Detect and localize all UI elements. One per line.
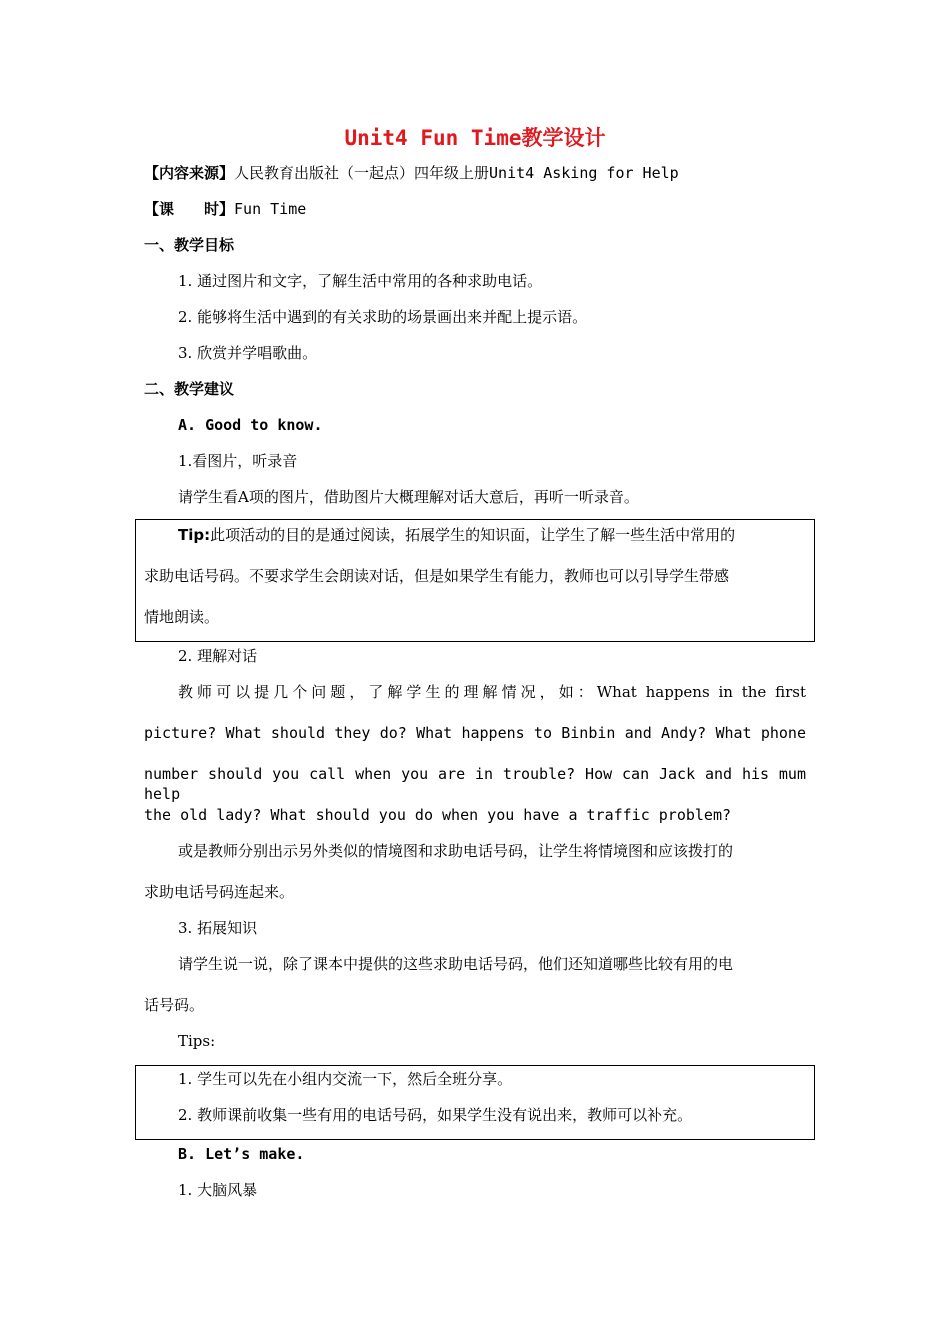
paragraph-line: 请学生说一说，除了课本中提供的这些求助电话号码，他们还知道哪些比较有用的电	[178, 955, 734, 973]
paragraph-line: 或是教师分别出示另外类似的情境图和求助电话号码，让学生将情境图和应该拨打的	[178, 842, 734, 860]
tips-item: 1. 学生可以先在小组内交流一下，然后全班分享。	[178, 1070, 513, 1088]
part-b-heading: B. Let’s make.	[178, 1145, 305, 1163]
tips-label: Tips:	[178, 1032, 216, 1050]
paragraph-line: 求助电话号码连起来。	[144, 883, 295, 901]
class-period-label: 【课 时】	[144, 200, 235, 218]
tip-line	[178, 525, 735, 545]
part-a-heading: A. Good to know.	[178, 416, 323, 434]
objective-item: 1. 通过图片和文字，了解生活中常用的各种求助电话。	[178, 272, 543, 290]
paragraph-line: 教师可以提几个问题，了解学生的理解情况，如：What happens in the first	[178, 683, 806, 701]
content-source-text: 人民教育出版社（一起点）四年级上册Unit4 Asking for Help	[234, 164, 679, 182]
content-source-label: 【内容来源】	[144, 164, 235, 182]
step-title: 1.看图片，听录音	[178, 452, 298, 470]
paragraph-line: picture? What should they do? What happens to Binbin and Andy? What phone	[144, 724, 806, 742]
section-heading-objectives: 一、教学目标	[144, 236, 235, 254]
paragraph-line: 话号码。	[144, 996, 205, 1014]
content-source-line	[144, 163, 679, 183]
tip-line: 情地朗读。	[144, 608, 220, 626]
document-title: Unit4 Fun Time教学设计	[344, 126, 606, 150]
tip-text: 此项活动的目的是通过阅读，拓展学生的知识面，让学生了解一些生活中常用的	[210, 526, 736, 544]
class-period-text: Fun Time	[234, 200, 307, 218]
tip-line: 求助电话号码。不要求学生会朗读对话，但是如果学生有能力，教师也可以引导学生带感	[144, 567, 730, 585]
step-text: 请学生看A项的图片，借助图片大概理解对话大意后，再听一听录音。	[178, 488, 639, 506]
paragraph-line: number should you call when you are in trouble? How can Jack and his mum help	[144, 765, 806, 803]
section-heading-suggestions: 二、教学建议	[144, 380, 235, 398]
paragraph-line: the old lady? What should you do when you have a traffic problem?	[144, 806, 731, 824]
tip-label: Tip:	[178, 526, 211, 544]
step-title: 3. 拓展知识	[178, 919, 258, 937]
tips-item: 2. 教师课前收集一些有用的电话号码，如果学生没有说出来，教师可以补充。	[178, 1106, 693, 1124]
objective-item: 3. 欣赏并学唱歌曲。	[178, 344, 318, 362]
objective-item: 2. 能够将生活中遇到的有关求助的场景画出来并配上提示语。	[178, 308, 588, 326]
step-title: 2. 理解对话	[178, 647, 258, 665]
step-title: 1. 大脑风暴	[178, 1181, 258, 1199]
class-period-line	[144, 199, 306, 219]
